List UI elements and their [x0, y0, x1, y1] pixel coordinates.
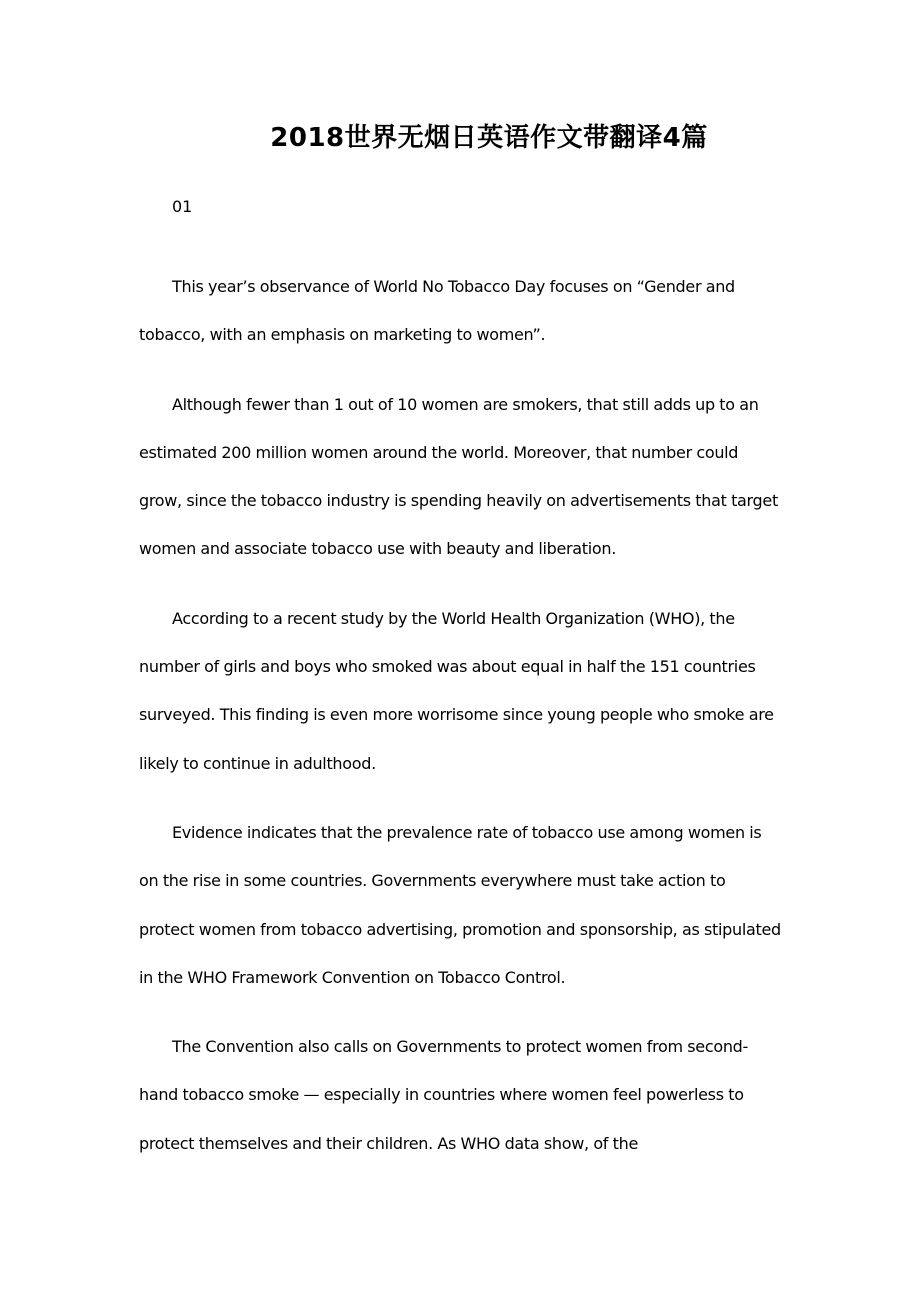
document-body: [139, 263, 784, 1189]
paragraph: The Convention also calls on Governments to protect women from second-hand tobacco smoke — especially in countries where women feel powerless to protect themselves and their children. As WHO data show, of the: [139, 1037, 749, 1153]
paragraph: Although fewer than 1 out of 10 women are smokers, that still adds up to an estimated 200 million women around the world. Moreover, that number could grow, since the tobacco industry is spending heavily on advertisements that target women and associate tobacco use with beauty and liberation.: [139, 394, 778, 559]
paragraph: According to a recent study by the World Health Organization (WHO), the number of girls and boys who smoked was about equal in half the 151 countries surveyed. This finding is even more worrisome since young people who smoke are likely to continue in adulthood.: [139, 608, 774, 773]
document-title: 2018世界无烟日英语作文带翻译4篇: [270, 123, 708, 153]
paragraph: Evidence indicates that the prevalence rate of tobacco use among women is on the rise in some countries. Governments everywhere must take action to protect women from tobacco advertising, promotion and sponsorship, as stipulated in the WHO Framework Convention on Tobacco Control.: [139, 822, 781, 987]
section-number: 01: [172, 197, 193, 216]
paragraph: This year’s observance of World No Tobacco Day focuses on “Gender and tobacco, with an emphasis on marketing to women”.: [139, 277, 735, 345]
